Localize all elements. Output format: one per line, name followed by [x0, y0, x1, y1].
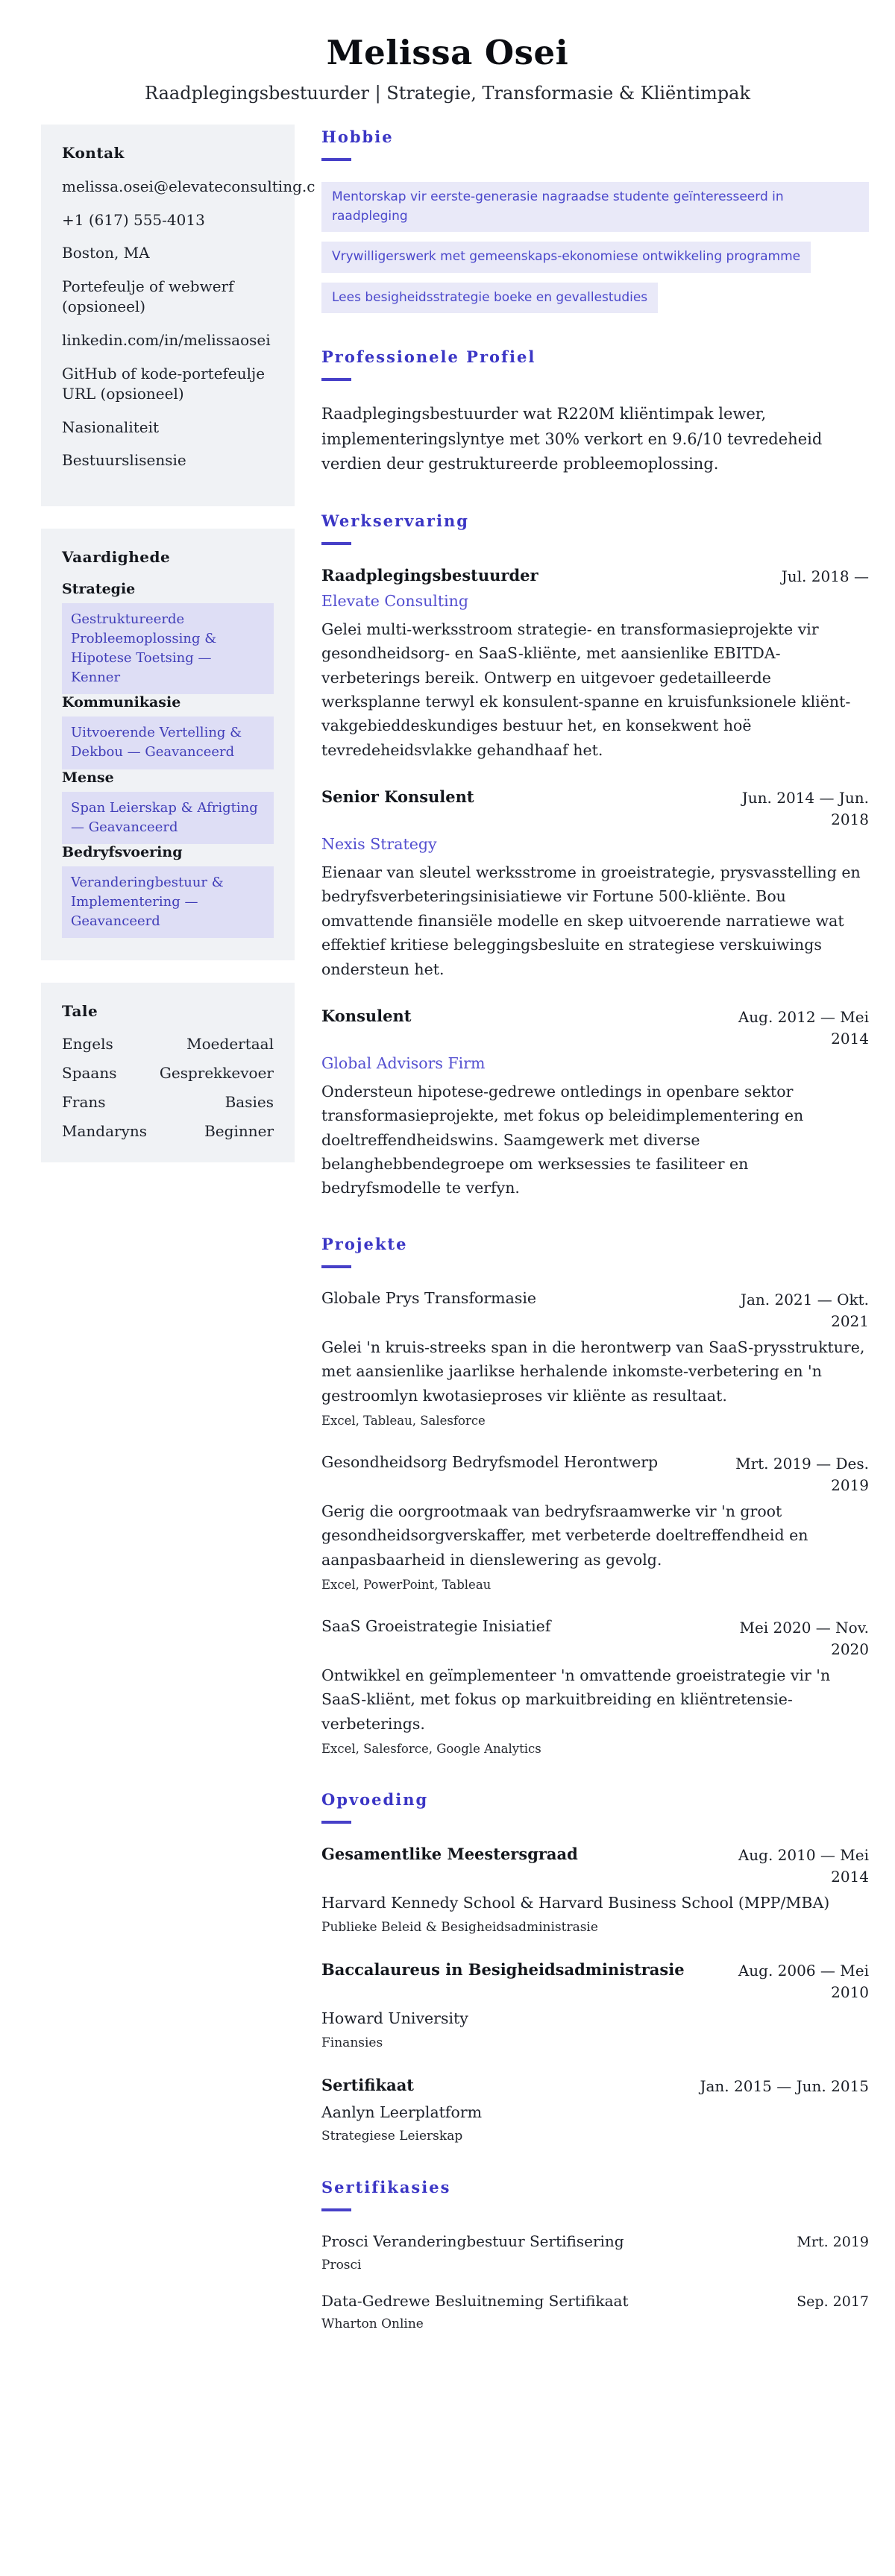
job-role: Senior Konsulent: [321, 787, 474, 807]
job-role: Konsulent: [321, 1006, 412, 1025]
language-level: Gesprekkevoer: [159, 1063, 274, 1082]
main-column: [321, 125, 869, 2351]
skill-group: [62, 694, 274, 769]
project-header: [321, 1453, 869, 1496]
hobby-pill: Vrywilligerswerk met gemeenskaps-ekonomiese ontwikkeling programme: [321, 242, 811, 273]
profile-text: Raadplegingsbestuurder wat R220M kliëntimpak lewer, implementeringslyntye met 30% verkort en 9.6/10 tevredeheid verdien deur gestruktureerde probleemoplossing.: [321, 405, 823, 473]
contact-email[interactable]: melissa.osei@elevateconsulting.c: [62, 177, 315, 195]
job-dates: Jun. 2014 — Jun. 2018: [741, 789, 869, 829]
project-header: [321, 1289, 869, 1332]
contact-title: Kontak: [62, 144, 125, 162]
person-tagline: Raadplegingsbestuurder | Strategie, Transformasie & Kliëntimpak: [144, 83, 750, 104]
certification-entry: [321, 2232, 869, 2273]
languages-title: Tale: [62, 1001, 98, 1020]
job-header: [321, 1007, 869, 1050]
language-level: Moedertaal: [186, 1034, 274, 1053]
section-certifications: [321, 2178, 869, 2331]
contact-box: [41, 125, 315, 506]
language-row: [62, 1122, 274, 1140]
section-underline: [321, 1265, 351, 1268]
certification-header: [321, 2232, 869, 2253]
project-description: Gerig die oorgrootmaak van bedryfsraamwerke vir 'n groot gesondheidsorgverskaffer, met verbeterde doeltreffendheid en aanpasbaarheid in dienslewering as gevolg.: [321, 1502, 808, 1569]
sidebar: [41, 125, 315, 1185]
language-name: Mandaryns: [62, 1121, 148, 1140]
education-field: Publieke Beleid & Besigheidsadministrasie: [321, 1919, 598, 1935]
skill-category: Strategie: [62, 580, 136, 597]
skill-group: [62, 844, 274, 938]
person-name: Melissa Osei: [326, 33, 569, 72]
education-dates: Jan. 2015 — Jun. 2015: [700, 2076, 869, 2095]
hobbies-title: Hobbie: [321, 127, 394, 146]
project-tools: Excel, PowerPoint, Tableau: [321, 1578, 492, 1593]
skill-category: Bedryfsvoering: [62, 843, 183, 860]
project-tools: Excel, Salesforce, Google Analytics: [321, 1742, 541, 1757]
certification-dates: Sep. 2017: [797, 2293, 869, 2310]
job-header: [321, 787, 869, 831]
projects-title: Projekte: [321, 1234, 408, 1253]
section-hobbies: [321, 127, 869, 313]
job-header: [321, 566, 869, 588]
project-entry: [321, 1289, 869, 1428]
project-tools: Excel, Tableau, Salesforce: [321, 1413, 486, 1428]
job-description: Eienaar van sleutel werksstrome in groeistrategie, prysvasstelling en bedryfsverbeteringsinisiatiewe vir Fortune 500-kliënte. Bou omvattende finansiële modelle en skep uitvoerende narratiewe wat effektief kritiese beleggingsbesluite en strategiese verskuiwings ondersteun het.: [321, 863, 861, 978]
skills-box: [41, 529, 295, 960]
section-underline: [321, 2208, 351, 2211]
contact-phone: +1 (617) 555-4013: [62, 210, 205, 229]
skill-badge: Span Leierskap & Afrigting — Geavanceerd: [62, 792, 274, 844]
section-projects: [321, 1235, 869, 1756]
section-underline: [321, 542, 351, 545]
certifications-title: Sertifikasies: [321, 2178, 451, 2197]
project-name: Globale Prys Transformasie: [321, 1288, 537, 1307]
experience-title: Werkservaring: [321, 511, 469, 530]
language-row: [62, 1035, 274, 1053]
skill-badge: Gestruktureerde Probleemoplossing & Hipotese Toetsing — Kenner: [62, 603, 274, 694]
language-name: Spaans: [62, 1063, 117, 1082]
education-degree: Sertifikaat: [321, 2075, 415, 2094]
job-description: Gelei multi-werksstroom strategie- en transformasieprojekte vir gesondheidsorg- en SaaS-kliënte, met aansienlike EBITDA-verbeterings bereik. Ontwerp en uitgevoer gedetailleerde werksplanne terwyl ek konsulent-spanne en kruisfunksionele kliënt-vakgebieddeskundiges bestuur het, en konsekwent hoë tevredeheidsvlakke gehandhaaf het.: [321, 620, 851, 759]
job-entry: [321, 566, 869, 762]
job-company-link[interactable]: Elevate Consulting: [321, 591, 468, 610]
project-header: [321, 1617, 869, 1660]
job-description: Ondersteun hipotese-gedrewe ontledings in openbare sektor transformasieprojekte, met fokus op beleidimplementering en doeltreffendheidswins. Saamgewerk met diverse belanghebbendegroepe om werksessies te fasiliteer en bedryfsmodelle te verfyn.: [321, 1082, 804, 1197]
hobby-pill: Lees besigheidsstrategie boeke en gevallestudies: [321, 283, 658, 314]
resume-header: [0, 25, 895, 125]
language-name: Engels: [62, 1034, 113, 1053]
skills-title: Vaardighede: [62, 547, 171, 566]
contact-location: Boston, MA: [62, 244, 150, 262]
resume-body: [0, 125, 895, 2351]
project-dates: Jan. 2021 — Okt. 2021: [740, 1290, 869, 1330]
project-entry: [321, 1453, 869, 1592]
education-title: Opvoeding: [321, 1790, 429, 1810]
certification-header: [321, 2292, 869, 2313]
skill-badge: Uitvoerende Vertelling & Dekbou — Geavanceerd: [62, 717, 274, 769]
section-underline: [321, 158, 351, 161]
job-role: Raadplegingsbestuurder: [321, 565, 538, 585]
contact-linkedin[interactable]: linkedin.com/in/melissaosei: [62, 330, 271, 349]
skill-group: [62, 769, 274, 844]
skill-group: [62, 581, 274, 694]
education-school: Harvard Kennedy School & Harvard Business School (MPP/MBA): [321, 1894, 830, 1912]
section-experience: [321, 511, 869, 1200]
education-degree: Baccalaureus in Besigheidsadministrasie: [321, 1959, 685, 1979]
contact-portfolio: Portefeulje of webwerf (opsioneel): [62, 277, 234, 316]
skill-category: Kommunikasie: [62, 694, 181, 711]
education-header: [321, 1960, 869, 2003]
project-name: SaaS Groeistrategie Inisiatief: [321, 1617, 551, 1636]
education-dates: Aug. 2010 — Mei 2014: [738, 1846, 869, 1886]
education-entry: [321, 2076, 869, 2144]
education-field: Finansies: [321, 2035, 383, 2050]
education-school: Howard University: [321, 2009, 468, 2027]
certification-name: Prosci Veranderingbestuur Sertifisering: [321, 2232, 624, 2251]
education-school: Aanlyn Leerplatform: [321, 2103, 483, 2121]
language-level: Basies: [224, 1092, 274, 1111]
education-dates: Aug. 2006 — Mei 2010: [738, 1961, 869, 2001]
language-level: Beginner: [204, 1121, 274, 1140]
certification-dates: Mrt. 2019: [797, 2234, 869, 2251]
skill-category: Mense: [62, 769, 114, 786]
section-underline: [321, 1821, 351, 1824]
education-entry: [321, 1845, 869, 1935]
hobby-pill: Mentorskap vir eerste-generasie nagraadse studente geïnteresseerd in raadpleging: [321, 182, 869, 232]
job-dates: Jul. 2018 —: [781, 567, 869, 585]
certification-name: Data-Gedrewe Besluitneming Sertifikaat: [321, 2291, 629, 2310]
education-degree: Gesamentlike Meestersgraad: [321, 1845, 578, 1864]
job-company-link[interactable]: Nexis Strategy: [321, 835, 437, 854]
job-dates: Aug. 2012 — Mei 2014: [738, 1007, 869, 1048]
project-entry: [321, 1617, 869, 1756]
language-row: [62, 1093, 274, 1111]
contact-github: GitHub of kode-portefeulje URL (opsioneel): [62, 364, 266, 403]
project-dates: Mrt. 2019 — Des. 2019: [735, 1454, 869, 1494]
education-header: [321, 1845, 869, 1888]
project-dates: Mei 2020 — Nov. 2020: [739, 1619, 869, 1659]
certification-issuer: Wharton Online: [321, 2317, 424, 2332]
contact-nationality: Nasionaliteit: [62, 418, 160, 436]
job-entry: [321, 787, 869, 981]
education-header: [321, 2076, 869, 2097]
skill-badge: Veranderingbestuur & Implementering — Geavanceerd: [62, 866, 274, 938]
project-description: Gelei 'n kruis-streeks span in die herontwerp van SaaS-prysstrukture, met aansienlike jaarlikse herhalende inkomste-verbetering en 'n gestroomlyn kwotasieproses vir kliënte as resultaat.: [321, 1338, 865, 1405]
education-entry: [321, 1960, 869, 2050]
project-description: Ontwikkel en geïmplementeer 'n omvattende groeistrategie vir 'n SaaS-kliënt, met fokus op markuitbreiding en kliëntretensie-verbeterings.: [321, 1666, 831, 1733]
job-company-link[interactable]: Global Advisors Firm: [321, 1054, 486, 1072]
project-name: Gesondheidsorg Bedryfsmodel Herontwerp: [321, 1452, 659, 1471]
section-underline: [321, 378, 351, 381]
profile-title: Professionele Profiel: [321, 347, 536, 366]
section-education: [321, 1790, 869, 2144]
certification-issuer: Prosci: [321, 2257, 362, 2273]
contact-drivers-license: Bestuurslisensie: [62, 451, 186, 470]
education-field: Strategiese Leierskap: [321, 2129, 463, 2144]
language-row: [62, 1064, 274, 1082]
job-entry: [321, 1007, 869, 1200]
language-name: Frans: [62, 1092, 106, 1111]
languages-box: [41, 983, 295, 1162]
certification-entry: [321, 2292, 869, 2332]
section-profile: [321, 347, 869, 477]
